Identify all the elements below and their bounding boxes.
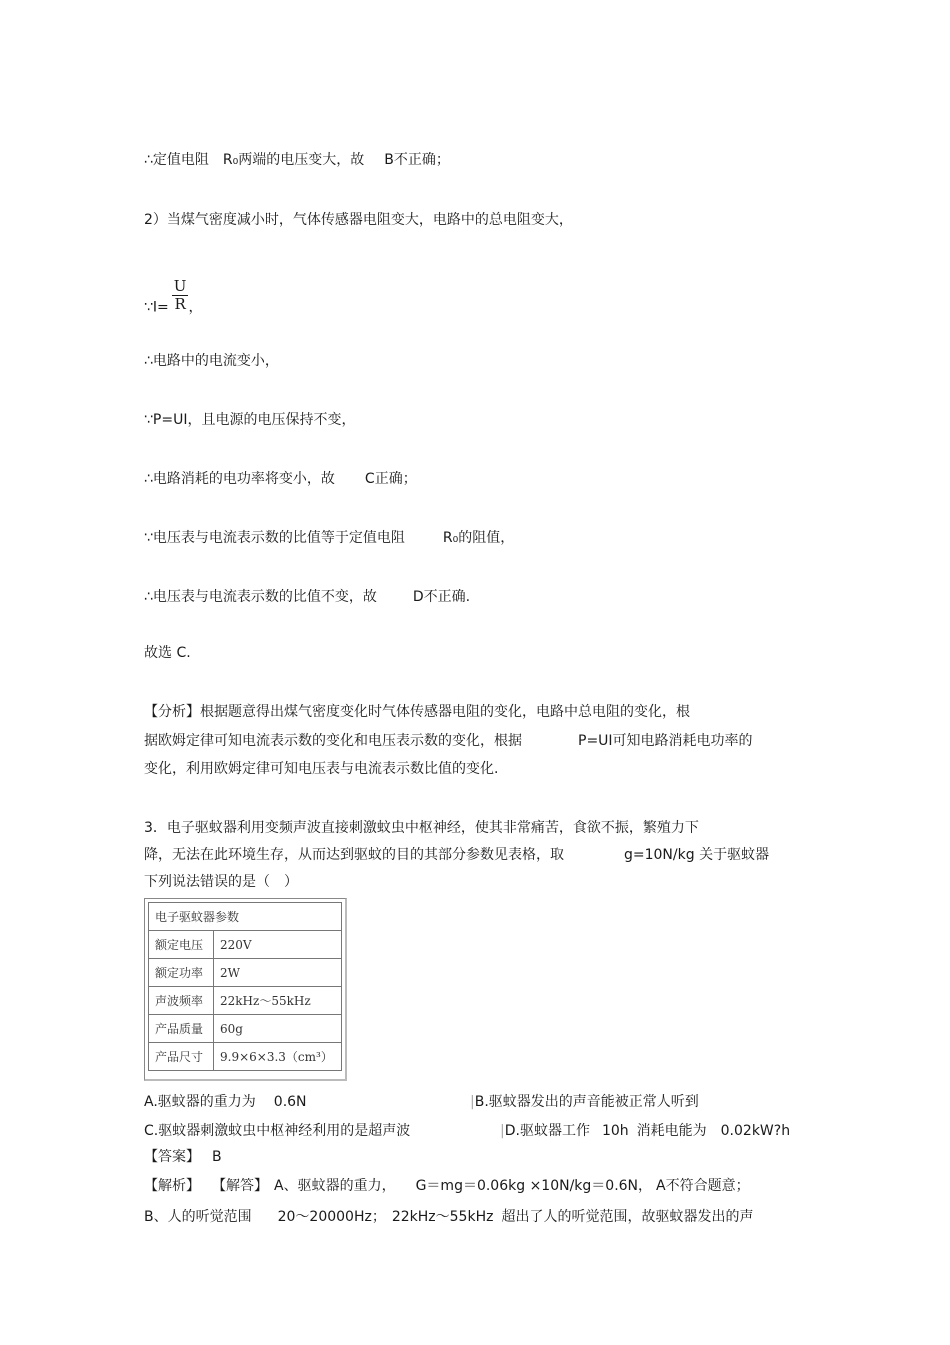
question-3-line-2: [144, 845, 769, 865]
text: ∵I=: [144, 299, 169, 316]
text: P=UI可知电路消耗电功率的: [578, 733, 753, 749]
analysis-line-2: [144, 731, 753, 751]
fraction-u-over-r: [172, 278, 189, 313]
text: 消耗电能为: [636, 1123, 707, 1139]
table-title: 电子驱蚊器参数: [149, 903, 342, 931]
text: D.驱蚊器工作: [504, 1123, 590, 1139]
parameter-table-image: [144, 898, 347, 1081]
parameter-table: [148, 902, 342, 1071]
text: A、驱蚊器的重力，: [274, 1178, 396, 1194]
answer-line: [144, 1147, 222, 1167]
table-row: [149, 1043, 342, 1071]
question-3-line-3: 下列说法错误的是（ ）: [144, 874, 298, 890]
text: R₀的阻值，: [442, 530, 515, 546]
text: ∴电路消耗的电功率将变小，故: [144, 471, 335, 487]
line-power-formula: ∵P=UI，且电源的电压保持不变，: [144, 412, 356, 428]
table-row: [149, 931, 342, 959]
option-d: |D.驱蚊器工作 10h 消耗电能为 0.02kW?h: [500, 1123, 791, 1139]
text: 超出了人的听觉范围，故驱蚊器发出的声: [501, 1209, 754, 1225]
text: G＝mg＝0.06kg ×10N/kg＝0.6N，: [415, 1178, 653, 1194]
text: ，: [188, 299, 203, 316]
line-conclusion-d: [144, 587, 470, 607]
text: B.驱蚊器发出的声音能被正常人听到: [474, 1094, 699, 1110]
text: 【解析】: [144, 1178, 200, 1194]
table-value: 220V: [214, 931, 342, 959]
analysis-line-3: 变化，利用欧姆定律可知电压表与电流表示数比值的变化.: [144, 761, 499, 777]
numerator: U: [173, 277, 187, 295]
text: B、人的听觉范围: [144, 1209, 252, 1225]
question-3-line-1: 3．电子驱蚊器利用变频声波直接刺激蚊虫中枢神经，使其非常痛苦，食欲不振，繁殖力下: [144, 820, 699, 836]
solution-line: [144, 1176, 750, 1196]
text: ∴电压表与电流表示数的比值不变，故: [144, 589, 377, 605]
text: 【解答】: [212, 1178, 268, 1194]
text: A不符合题意；: [656, 1178, 750, 1194]
table-value: 2W: [214, 959, 342, 987]
text: 0.6N: [273, 1094, 307, 1110]
line-current-decrease: ∴电路中的电流变小，: [144, 353, 279, 369]
text: A.驱蚊器的重力为: [144, 1094, 256, 1110]
text: R₀: [222, 152, 239, 168]
line-ratio-equal: [144, 528, 514, 548]
text: B: [212, 1149, 222, 1165]
table-key: 产品尺寸: [149, 1043, 214, 1071]
text: 10h: [601, 1123, 629, 1139]
line-ohms-law: [144, 277, 203, 325]
text: B不正确；: [384, 152, 450, 168]
table-value: 60g: [214, 1015, 342, 1043]
text: C正确；: [364, 471, 417, 487]
option-c: C.驱蚊器刺激蚊虫中枢神经利用的是超声波: [144, 1123, 411, 1139]
table-row: [149, 903, 342, 931]
text: 据欧姆定律可知电流表示数的变化和电压表示数的变化，根据: [144, 733, 522, 749]
table-value: 22kHz～55kHz: [214, 987, 342, 1015]
table-key: 额定功率: [149, 959, 214, 987]
table-row: [149, 959, 342, 987]
table-key: 声波频率: [149, 987, 214, 1015]
table-value: 9.9×6×3.3（cm³）: [214, 1043, 342, 1071]
denominator: R: [174, 295, 186, 313]
text: 降，无法在此环境生存，从而达到驱蚊的目的其部分参数见表格，取: [144, 847, 564, 863]
text: 0.02kW?h: [720, 1123, 791, 1139]
solution-line-2: [144, 1207, 753, 1227]
line-step-2: 2）当煤气密度减小时，气体传感器电阻变大，电路中的总电阻变大，: [144, 212, 573, 228]
text: 22kHz～55kHz: [391, 1209, 494, 1225]
line-conclusion-b: [144, 150, 450, 170]
table-key: 产品质量: [149, 1015, 214, 1043]
option-b: |B.驱蚊器发出的声音能被正常人听到: [470, 1094, 699, 1110]
text: ∵电压表与电流表示数的比值等于定值电阻: [144, 530, 405, 546]
table-row: [149, 987, 342, 1015]
text: g=10N/kg 关于驱蚊器: [624, 847, 770, 863]
table-key: 额定电压: [149, 931, 214, 959]
analysis-line-1: 【分析】根据题意得出煤气密度变化时气体传感器电阻的变化，电路中总电阻的变化，根: [144, 704, 690, 720]
line-conclusion-c: [144, 469, 417, 489]
text: 【答案】: [144, 1149, 200, 1165]
text: 20～20000Hz；: [277, 1209, 386, 1225]
text: D不正确.: [412, 589, 471, 605]
option-a: [144, 1092, 307, 1112]
text: ∴定值电阻: [144, 152, 209, 168]
table-row: [149, 1015, 342, 1043]
line-choice: 故选 C.: [144, 645, 191, 661]
text: 两端的电压变大，故: [238, 152, 365, 168]
